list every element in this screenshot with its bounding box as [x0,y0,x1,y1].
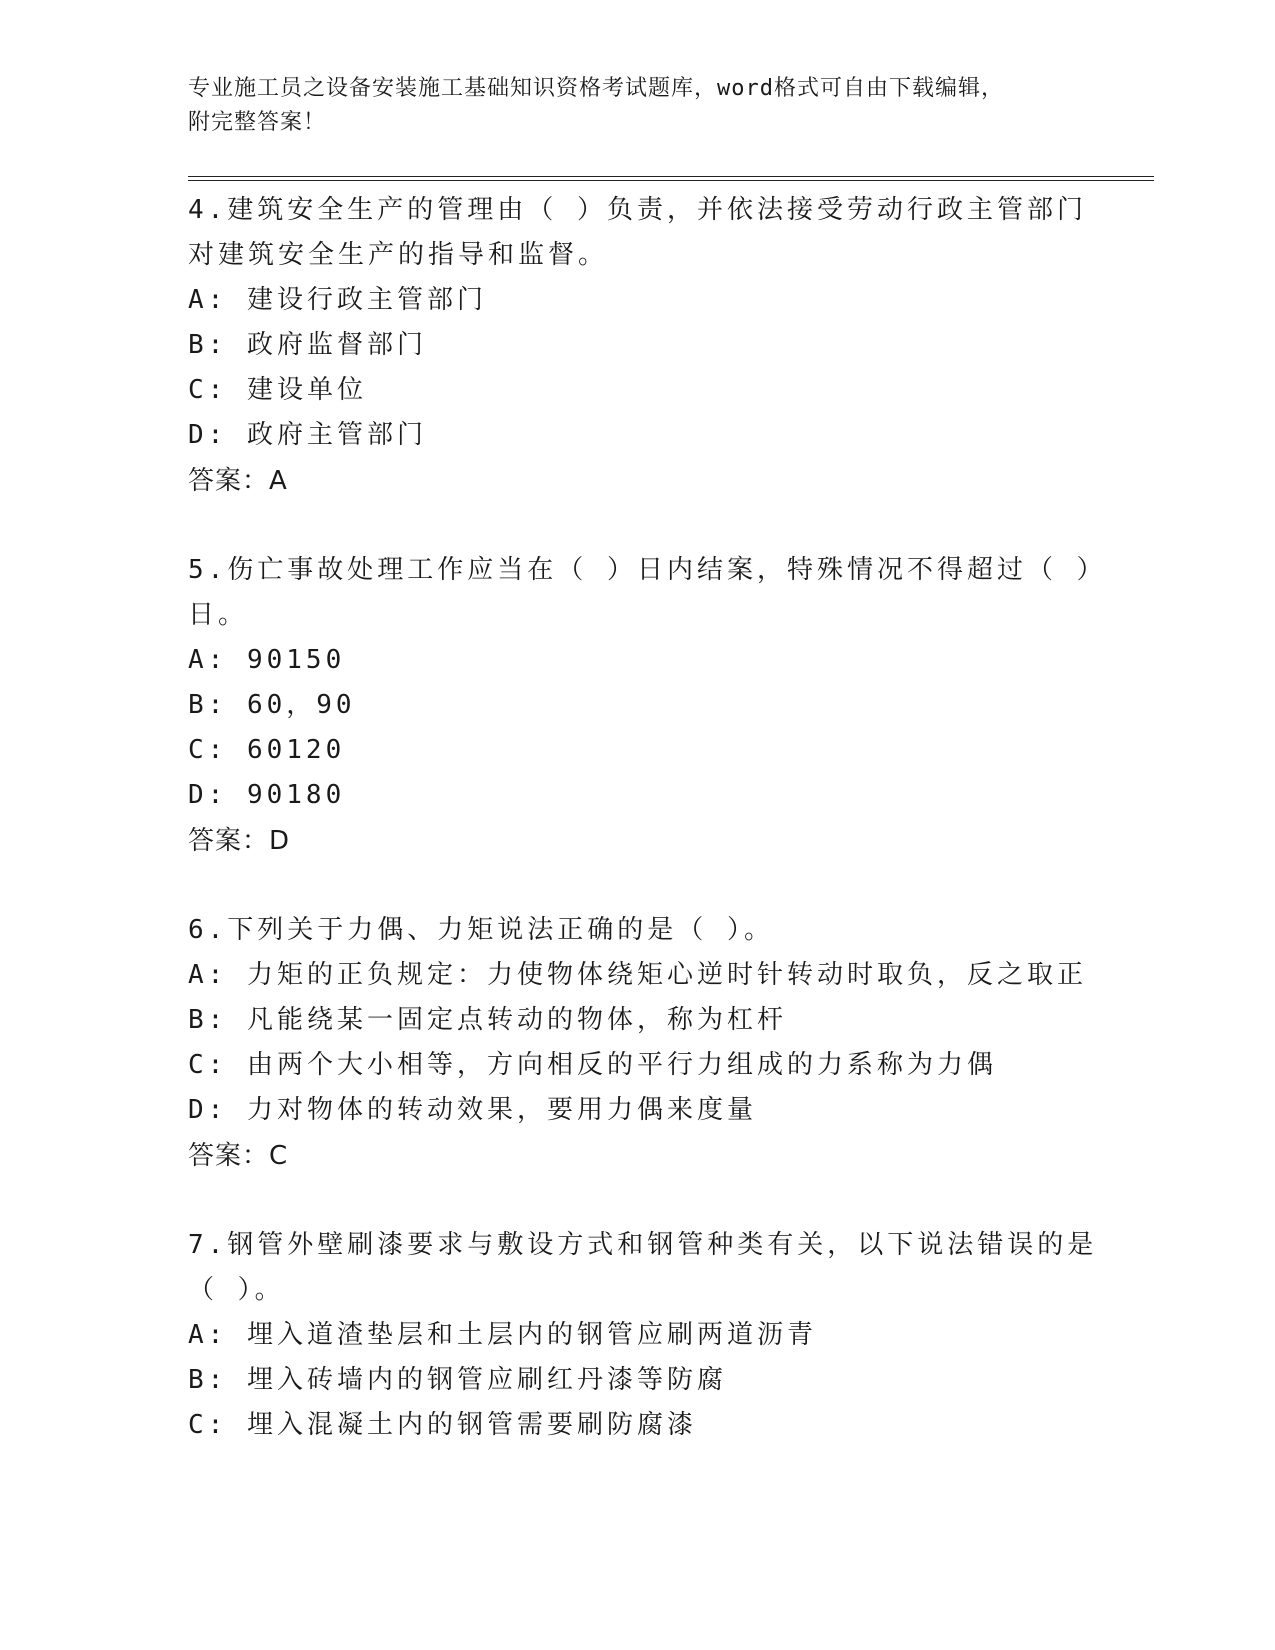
option-c: C: 埋入混凝土内的钢管需要刷防腐漆 [188,1410,697,1440]
option-a: A: 建设行政主管部门 [188,285,487,315]
document-header [188,72,1088,140]
option-c: C: 60120 [188,735,346,765]
option-a: A: 90150 [188,645,346,675]
option-d: D: 力对物体的转动效果，要用力偶来度量 [188,1095,757,1125]
option-b: B: 凡能绕某一固定点转动的物体，称为杠杆 [188,1005,787,1035]
option-d: D: 90180 [188,780,346,810]
question-stem: 7.钢管外壁刷漆要求与敷设方式和钢管种类有关，以下说法错误的是（ ）。 [188,1230,1098,1305]
question-6 [188,908,1108,1179]
question-list [188,188,1108,1492]
option-b: B: 政府监督部门 [188,330,427,360]
answer: 答案：A [188,466,288,496]
question-5 [188,548,1108,864]
option-b: B: 埋入砖墙内的钢管应刷红丹漆等防腐 [188,1365,727,1395]
option-a: A: 力矩的正负规定：力使物体绕矩心逆时针转动时取负，反之取正 [188,960,1087,990]
header-line-1: 专业施工员之设备安装施工基础知识资格考试题库，word格式可自由下载编辑， [188,76,1004,101]
option-a: A: 埋入道渣垫层和土层内的钢管应刷两道沥青 [188,1320,817,1350]
question-stem: 6.下列关于力偶、力矩说法正确的是（ ）。 [188,915,774,945]
question-stem: 4.建筑安全生产的管理由（ ）负责，并依法接受劳动行政主管部门对建筑安全生产的指导和监督。 [188,195,1087,270]
answer: 答案：C [188,1141,289,1171]
header-line-2: 附完整答案！ [188,110,327,135]
answer: 答案：D [188,826,291,856]
option-b: B: 60，90 [188,690,356,720]
option-c: C: 由两个大小相等，方向相反的平行力组成的力系称为力偶 [188,1050,997,1080]
option-d: D: 政府主管部门 [188,420,427,450]
header-divider [188,176,1154,181]
question-7 [188,1223,1108,1448]
option-c: C: 建设单位 [188,375,367,405]
question-stem: 5.伤亡事故处理工作应当在（ ）日内结案，特殊情况不得超过（ ）日。 [188,555,1107,630]
question-4 [188,188,1108,504]
